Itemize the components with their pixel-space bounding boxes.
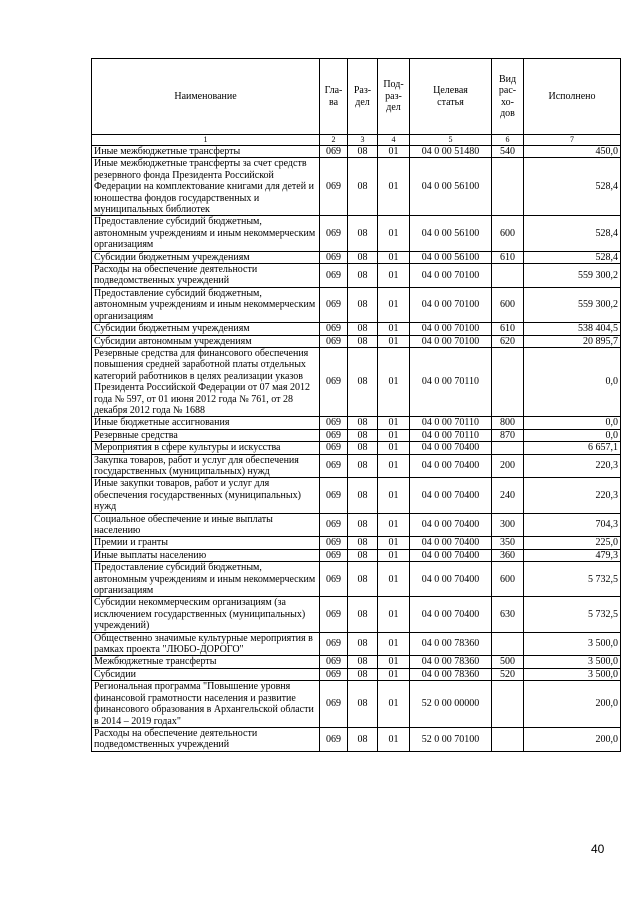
row-name: Региональная программа "Повышение уровня финансовой грамотности населения и развитие финансового образования в Архангельской области в 2014 – 2019 годах" (92, 681, 320, 728)
row-razdel: 08 (348, 442, 378, 454)
row-glava: 069 (320, 727, 348, 751)
row-value: 450,0 (524, 146, 621, 158)
column-number: 6 (492, 135, 524, 146)
row-name: Предоставление субсидий бюджетным, автономным учреждениям и иным некоммерческим организациям (92, 562, 320, 597)
row-target: 04 0 00 70100 (410, 287, 492, 322)
row-glava: 069 (320, 656, 348, 668)
row-podrazdel: 01 (378, 681, 410, 728)
row-vid: 630 (492, 597, 524, 632)
row-value: 5 732,5 (524, 597, 621, 632)
row-target: 52 0 00 00000 (410, 681, 492, 728)
row-value: 479,3 (524, 549, 621, 561)
row-target: 04 0 00 70400 (410, 454, 492, 478)
row-value: 6 657,1 (524, 442, 621, 454)
column-number: 3 (348, 135, 378, 146)
row-glava: 069 (320, 323, 348, 335)
row-razdel: 08 (348, 216, 378, 251)
row-value: 528,4 (524, 216, 621, 251)
row-glava: 069 (320, 681, 348, 728)
row-vid: 620 (492, 335, 524, 347)
row-name: Межбюджетные трансферты (92, 656, 320, 668)
row-glava: 069 (320, 287, 348, 322)
row-name: Субсидии (92, 668, 320, 680)
column-number: 7 (524, 135, 621, 146)
table-row (92, 429, 621, 441)
row-vid: 350 (492, 537, 524, 549)
row-razdel: 08 (348, 347, 378, 416)
row-glava: 069 (320, 216, 348, 251)
row-glava: 069 (320, 417, 348, 429)
row-glava: 069 (320, 251, 348, 263)
row-target: 04 0 00 70400 (410, 549, 492, 561)
row-razdel: 08 (348, 417, 378, 429)
row-vid (492, 264, 524, 288)
row-vid: 240 (492, 478, 524, 513)
row-podrazdel: 01 (378, 442, 410, 454)
row-target: 04 0 00 56100 (410, 251, 492, 263)
row-value: 20 895,7 (524, 335, 621, 347)
table-row (92, 158, 621, 216)
row-target: 04 0 00 78360 (410, 632, 492, 656)
row-name: Субсидии бюджетным учреждениям (92, 251, 320, 263)
row-glava: 069 (320, 597, 348, 632)
row-value: 559 300,2 (524, 264, 621, 288)
row-value: 225,0 (524, 537, 621, 549)
row-podrazdel: 01 (378, 287, 410, 322)
row-razdel: 08 (348, 478, 378, 513)
row-target: 04 0 00 70400 (410, 597, 492, 632)
row-glava: 069 (320, 668, 348, 680)
row-value: 0,0 (524, 347, 621, 416)
header-glava-text: Гла- ва (324, 85, 343, 108)
row-razdel: 08 (348, 656, 378, 668)
row-target: 04 0 00 70110 (410, 429, 492, 441)
row-podrazdel: 01 (378, 562, 410, 597)
row-name: Субсидии автономным учреждениям (92, 335, 320, 347)
row-glava: 069 (320, 347, 348, 416)
row-target: 04 0 00 70400 (410, 513, 492, 537)
row-podrazdel: 01 (378, 668, 410, 680)
row-name: Иные бюджетные ассигнования (92, 417, 320, 429)
row-target: 04 0 00 70100 (410, 264, 492, 288)
header-glava (320, 59, 348, 135)
row-target: 04 0 00 70400 (410, 478, 492, 513)
row-value: 5 732,5 (524, 562, 621, 597)
row-glava: 069 (320, 549, 348, 561)
table-row (92, 632, 621, 656)
row-target: 04 0 00 51480 (410, 146, 492, 158)
row-razdel: 08 (348, 597, 378, 632)
header-done: Исполнено (524, 59, 621, 135)
table-row (92, 681, 621, 728)
row-value: 704,3 (524, 513, 621, 537)
row-razdel: 08 (348, 632, 378, 656)
row-value: 220,3 (524, 454, 621, 478)
column-number-row (92, 135, 621, 146)
row-name: Иные межбюджетные трансферты за счет средств резервного фонда Президента Российской Федерации на комплектование книгами для детей и юношества фондов государственных и муниципальных библиотек (92, 158, 320, 216)
row-name: Закупка товаров, работ и услуг для обеспечения государственных (муниципальных) нужд (92, 454, 320, 478)
table-row (92, 478, 621, 513)
table-row (92, 442, 621, 454)
row-name: Иные закупки товаров, работ и услуг для обеспечения государственных (муниципальных) нужд (92, 478, 320, 513)
table-row (92, 264, 621, 288)
table-row (92, 251, 621, 263)
row-target: 04 0 00 70110 (410, 417, 492, 429)
row-vid (492, 442, 524, 454)
row-name: Субсидии некоммерческим организациям (за исключением государственных (муниципальных) учреждений) (92, 597, 320, 632)
row-name: Расходы на обеспечение деятельности подведомственных учреждений (92, 727, 320, 751)
header-razdel (348, 59, 378, 135)
row-glava: 069 (320, 537, 348, 549)
row-value: 0,0 (524, 417, 621, 429)
header-target-text: Целевая статья (433, 85, 468, 108)
row-razdel: 08 (348, 681, 378, 728)
row-vid: 600 (492, 562, 524, 597)
row-razdel: 08 (348, 454, 378, 478)
row-razdel: 08 (348, 668, 378, 680)
row-podrazdel: 01 (378, 597, 410, 632)
row-razdel: 08 (348, 146, 378, 158)
row-razdel: 08 (348, 264, 378, 288)
row-razdel: 08 (348, 323, 378, 335)
table-row (92, 668, 621, 680)
row-vid: 610 (492, 323, 524, 335)
table-row (92, 656, 621, 668)
header-target (410, 59, 492, 135)
row-razdel: 08 (348, 727, 378, 751)
row-podrazdel: 01 (378, 146, 410, 158)
column-number: 5 (410, 135, 492, 146)
row-glava: 069 (320, 562, 348, 597)
row-razdel: 08 (348, 537, 378, 549)
row-glava: 069 (320, 478, 348, 513)
row-vid (492, 158, 524, 216)
row-vid: 600 (492, 287, 524, 322)
table-row (92, 454, 621, 478)
column-number: 1 (92, 135, 320, 146)
row-name: Общественно значимые культурные мероприятия в рамках проекта "ЛЮБО-ДОРОГО" (92, 632, 320, 656)
header-name: Наименование (92, 59, 320, 135)
header-podrazdel-text: Под- раз- дел (383, 79, 404, 114)
row-value: 528,4 (524, 251, 621, 263)
row-vid: 200 (492, 454, 524, 478)
row-target: 04 0 00 56100 (410, 216, 492, 251)
row-glava: 069 (320, 513, 348, 537)
row-name: Предоставление субсидий бюджетным, автономным учреждениям и иным некоммерческим организациям (92, 287, 320, 322)
page-number: 40 (591, 842, 605, 856)
row-vid: 800 (492, 417, 524, 429)
row-value: 0,0 (524, 429, 621, 441)
table-row (92, 562, 621, 597)
row-target: 04 0 00 70100 (410, 323, 492, 335)
table-row (92, 597, 621, 632)
row-vid: 520 (492, 668, 524, 680)
row-podrazdel: 01 (378, 347, 410, 416)
row-podrazdel: 01 (378, 632, 410, 656)
row-podrazdel: 01 (378, 158, 410, 216)
row-value: 200,0 (524, 727, 621, 751)
row-razdel: 08 (348, 335, 378, 347)
row-name: Социальное обеспечение и иные выплаты населению (92, 513, 320, 537)
row-vid: 360 (492, 549, 524, 561)
row-value: 538 404,5 (524, 323, 621, 335)
row-podrazdel: 01 (378, 549, 410, 561)
row-podrazdel: 01 (378, 251, 410, 263)
table-row (92, 323, 621, 335)
row-name: Расходы на обеспечение деятельности подведомственных учреждений (92, 264, 320, 288)
row-value: 528,4 (524, 158, 621, 216)
column-number: 4 (378, 135, 410, 146)
row-target: 52 0 00 70100 (410, 727, 492, 751)
row-value: 559 300,2 (524, 287, 621, 322)
table-row (92, 146, 621, 158)
row-razdel: 08 (348, 549, 378, 561)
row-name: Иные выплаты населению (92, 549, 320, 561)
row-glava: 069 (320, 429, 348, 441)
row-podrazdel: 01 (378, 335, 410, 347)
row-target: 04 0 00 70100 (410, 335, 492, 347)
row-razdel: 08 (348, 513, 378, 537)
header-vid (492, 59, 524, 135)
row-vid: 600 (492, 216, 524, 251)
row-razdel: 08 (348, 158, 378, 216)
row-podrazdel: 01 (378, 429, 410, 441)
row-vid (492, 681, 524, 728)
row-podrazdel: 01 (378, 323, 410, 335)
row-name: Мероприятия в сфере культуры и искусства (92, 442, 320, 454)
table-row (92, 347, 621, 416)
row-podrazdel: 01 (378, 478, 410, 513)
row-target: 04 0 00 70110 (410, 347, 492, 416)
table-row (92, 335, 621, 347)
table-row (92, 727, 621, 751)
row-podrazdel: 01 (378, 216, 410, 251)
row-vid (492, 347, 524, 416)
row-podrazdel: 01 (378, 537, 410, 549)
header-vid-text: Вид рас- хо- дов (498, 73, 517, 119)
row-name: Резервные средства (92, 429, 320, 441)
row-vid: 540 (492, 146, 524, 158)
row-name: Субсидии бюджетным учреждениям (92, 323, 320, 335)
row-vid (492, 727, 524, 751)
row-razdel: 08 (348, 251, 378, 263)
row-value: 200,0 (524, 681, 621, 728)
header-podrazdel (378, 59, 410, 135)
row-vid: 610 (492, 251, 524, 263)
row-vid: 300 (492, 513, 524, 537)
row-glava: 069 (320, 454, 348, 478)
row-name: Резервные средства для финансового обеспечения повышения средней заработной платы отдельных категорий работников в целях реализации указов Президента Российской Федерации от 07 мая 2012 года № 597, от 01 июня 2012 года № 761, от 28 декабря 2012 года № 1688 (92, 347, 320, 416)
table-row (92, 287, 621, 322)
row-value: 220,3 (524, 478, 621, 513)
row-target: 04 0 00 70400 (410, 442, 492, 454)
row-glava: 069 (320, 264, 348, 288)
row-name: Предоставление субсидий бюджетным, автономным учреждениям и иным некоммерческим организациям (92, 216, 320, 251)
row-glava: 069 (320, 442, 348, 454)
row-target: 04 0 00 78360 (410, 668, 492, 680)
row-podrazdel: 01 (378, 454, 410, 478)
row-value: 3 500,0 (524, 632, 621, 656)
row-podrazdel: 01 (378, 727, 410, 751)
row-target: 04 0 00 78360 (410, 656, 492, 668)
row-razdel: 08 (348, 562, 378, 597)
header-razdel-text: Раз- дел (353, 85, 372, 108)
row-target: 04 0 00 70400 (410, 562, 492, 597)
table-row (92, 216, 621, 251)
row-podrazdel: 01 (378, 417, 410, 429)
row-glava: 069 (320, 335, 348, 347)
table-body (92, 146, 621, 752)
table-row (92, 417, 621, 429)
row-name: Премии и гранты (92, 537, 320, 549)
table-row (92, 537, 621, 549)
row-glava: 069 (320, 158, 348, 216)
header-row (92, 59, 621, 135)
row-razdel: 08 (348, 429, 378, 441)
row-razdel: 08 (348, 287, 378, 322)
row-vid (492, 632, 524, 656)
row-podrazdel: 01 (378, 264, 410, 288)
row-target: 04 0 00 56100 (410, 158, 492, 216)
row-glava: 069 (320, 146, 348, 158)
row-glava: 069 (320, 632, 348, 656)
row-target: 04 0 00 70400 (410, 537, 492, 549)
row-podrazdel: 01 (378, 513, 410, 537)
row-value: 3 500,0 (524, 656, 621, 668)
table-row (92, 513, 621, 537)
row-vid: 870 (492, 429, 524, 441)
row-vid: 500 (492, 656, 524, 668)
row-podrazdel: 01 (378, 656, 410, 668)
row-value: 3 500,0 (524, 668, 621, 680)
budget-table (91, 58, 621, 752)
row-name: Иные межбюджетные трансферты (92, 146, 320, 158)
column-number: 2 (320, 135, 348, 146)
table-row (92, 549, 621, 561)
